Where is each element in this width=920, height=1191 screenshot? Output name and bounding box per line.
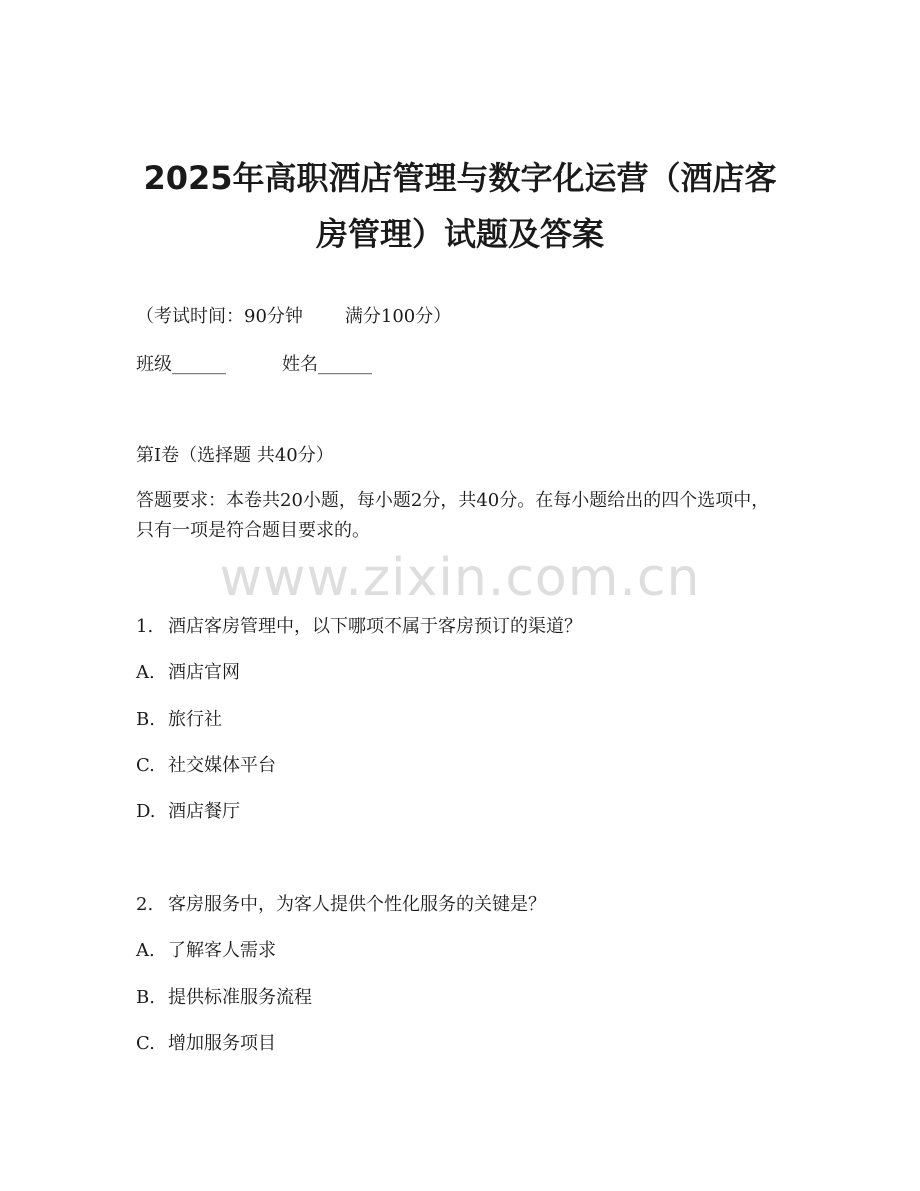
option-text: 酒店餐厅 (168, 801, 240, 822)
option-text: 社交媒体平台 (168, 755, 276, 776)
question-1-option-a (136, 658, 240, 684)
question-text: 客房服务中，为客人提供个性化服务的关键是？ (168, 894, 546, 915)
question-2-option-c (136, 1029, 276, 1055)
question-1 (136, 612, 582, 638)
exam-time: （考试时间：90分钟 (136, 306, 303, 327)
question-2-option-b (136, 983, 312, 1009)
exam-score: 满分100分） (344, 306, 452, 327)
option-text: 旅行社 (168, 709, 222, 730)
question-number: 1. (136, 616, 154, 637)
option-text: 酒店官网 (168, 662, 240, 683)
option-letter: D. (136, 801, 156, 822)
student-fields (136, 350, 372, 376)
option-letter: C. (136, 755, 155, 776)
question-2 (136, 890, 546, 916)
question-2-option-a (136, 936, 276, 962)
exam-title-line-1: 2025年高职酒店管理与数字化运营（酒店客 (143, 159, 777, 197)
exam-title (110, 150, 810, 262)
option-letter: A. (136, 662, 155, 683)
option-letter: C. (136, 1033, 155, 1054)
question-1-option-c (136, 751, 276, 777)
option-text: 提供标准服务流程 (168, 987, 312, 1008)
exam-meta (136, 302, 451, 328)
option-text: 增加服务项目 (168, 1033, 276, 1054)
question-1-option-d (136, 797, 240, 823)
section-title: 第I卷（选择题 共40分） (136, 445, 334, 466)
watermark: www.zixin.com.cn (219, 548, 701, 608)
option-letter: B. (136, 709, 155, 730)
option-text: 了解客人需求 (168, 940, 276, 961)
name-field: 姓名______ (282, 354, 372, 375)
question-text: 酒店客房管理中，以下哪项不属于客房预订的渠道？ (168, 616, 582, 637)
question-number: 2. (136, 894, 154, 915)
class-field: 班级______ (136, 354, 226, 375)
option-letter: B. (136, 987, 155, 1008)
option-letter: A. (136, 940, 155, 961)
instructions: 答题要求：本卷共20小题，每小题2分，共40分。在每小题给出的四个选项中，只有一项是符合题目要求的。 (136, 490, 770, 541)
exam-title-line-2: 房管理）试题及答案 (315, 215, 604, 253)
question-1-option-b (136, 705, 222, 731)
